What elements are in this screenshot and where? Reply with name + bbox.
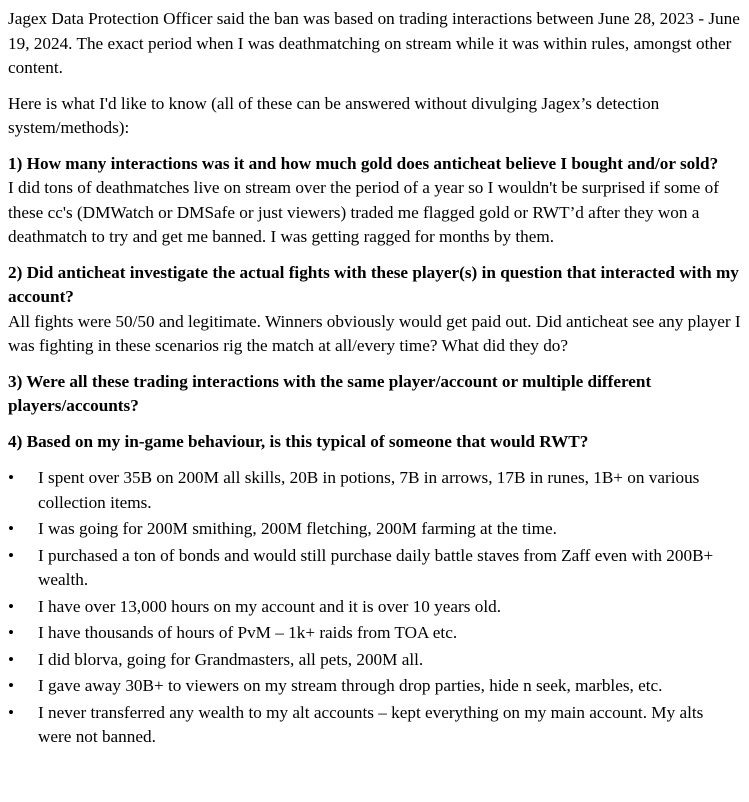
list-item: • I never transferred any wealth to my alt accounts – kept everything on my main account. My alts were not banned.: [8, 702, 704, 746]
list-item: • I was going for 200M smithing, 200M fletching, 200M farming at the time.: [8, 517, 741, 542]
question-1-body: I did tons of deathmatches live on stream over the period of a year so I wouldn't be surprised if some of these cc's (DMWatch or DMSafe or just viewers) traded me flagged gold or RWT’d after they won a deathmatch to try and get me banned. I was getting ragged for months by them.: [8, 178, 719, 246]
list-item: • I spent over 35B on 200M all skills, 20B in potions, 7B in arrows, 17B in runes, 1B+ on various collection items.: [8, 468, 700, 512]
bullet-icon: •: [8, 545, 15, 565]
bullet-icon: •: [8, 702, 15, 722]
bullet-icon: •: [8, 649, 15, 669]
bullet-icon: •: [8, 468, 15, 487]
bullet-icon: •: [8, 676, 15, 695]
list-item: • I have thousands of hours of PvM – 1k+ raids from TOA etc.: [8, 621, 741, 646]
question-2-title: 2) Did anticheat investigate the actual fights with these player(s) in question that interacted with my account?: [8, 262, 739, 306]
bullet-icon: •: [8, 596, 15, 616]
list-item: • I purchased a ton of bonds and would still purchase daily battle staves from Zaff even with 200B+ wealth.: [8, 545, 714, 589]
list-item: • I did blorva, going for Grandmasters, all pets, 200M all.: [8, 648, 741, 673]
list-item: • I have over 13,000 hours on my account and it is over 10 years old.: [8, 595, 741, 620]
question-1-title: 1) How many interactions was it and how much gold does anticheat believe I bought and/or sold?: [8, 153, 719, 173]
question-3-title: 3) Were all these trading interactions with the same player/account or multiple different players/accounts?: [8, 371, 652, 415]
list-item: • I gave away 30B+ to viewers on my stream through drop parties, hide n seek, marbles, etc.: [8, 674, 741, 699]
question-3: [8, 370, 741, 419]
question-4: [8, 430, 741, 455]
intro-paragraph: Jagex Data Protection Officer said the ban was based on trading interactions between June 28, 2023 - June 19, 2024. The exact period when I was deathmatching on stream while it was within rules, amongst other content.: [8, 9, 740, 77]
question-2: [8, 261, 741, 359]
bullet-icon: •: [8, 623, 15, 642]
lead-paragraph: Here is what I'd like to know (all of these can be answered without divulging Jagex’s detection system/methods):: [8, 93, 660, 137]
bullet-icon: •: [8, 519, 15, 538]
question-2-body: All fights were 50/50 and legitimate. Winners obviously would get paid out. Did anticheat see any player I was fighting in these scenarios rig the match at all/every time? What did they do?: [8, 311, 741, 355]
question-4-title: 4) Based on my in-game behaviour, is this typical of someone that would RWT?: [8, 431, 589, 451]
question-1: [8, 152, 741, 250]
behaviour-list: [8, 466, 741, 750]
